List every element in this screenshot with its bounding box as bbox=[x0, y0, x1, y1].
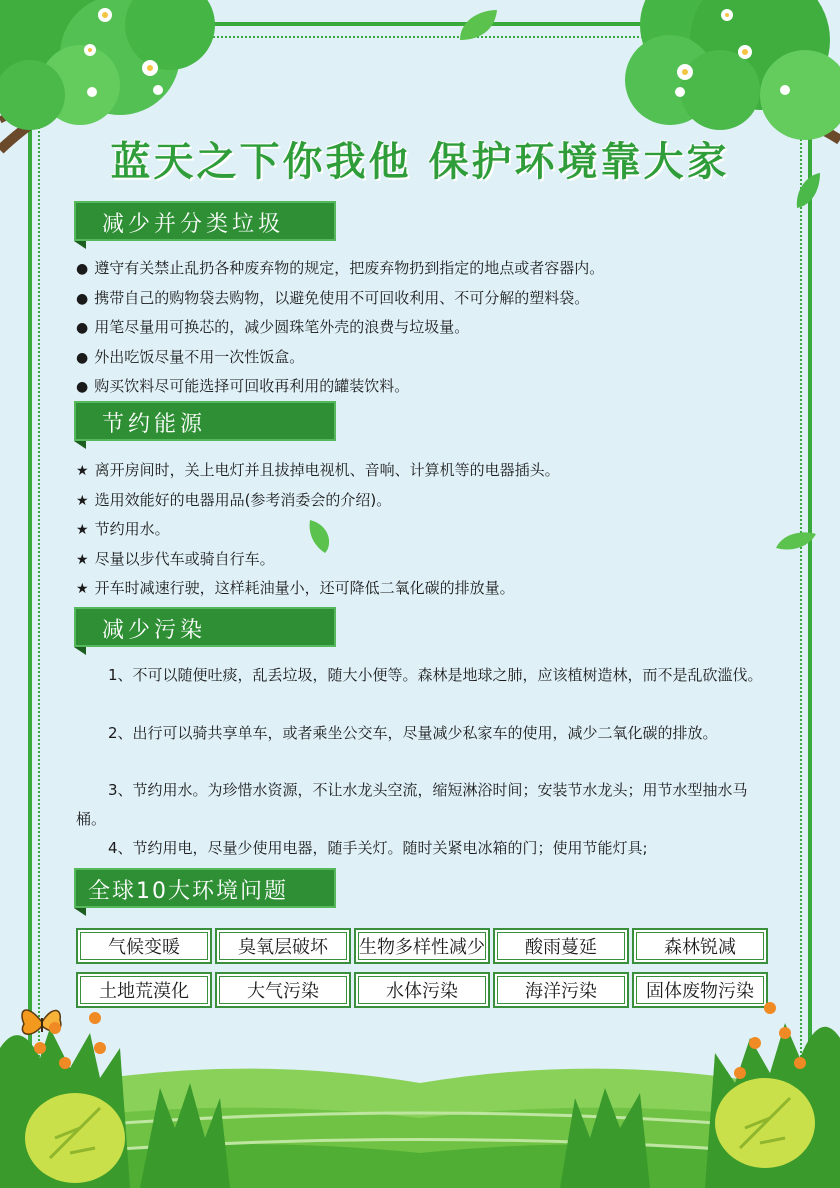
list-item: ● 遵守有关禁止乱扔各种废弃物的规定，把废弃物扔到指定的地点或者容器内。 bbox=[76, 259, 605, 277]
grass-icon bbox=[0, 988, 840, 1188]
leaf-icon bbox=[773, 528, 818, 553]
list-item: ● 外出吃饭尽量不用一次性饭盒。 bbox=[76, 347, 305, 366]
save-energy-list bbox=[76, 456, 560, 604]
pollution-paragraph: 2、出行可以骑共享单车，或者乘坐公交车，尽量减少私家车的使用，减少二氧化碳的排放。 bbox=[108, 724, 718, 742]
issue-cell: 海洋污染 bbox=[493, 972, 629, 1008]
section-heading-save-energy bbox=[74, 401, 336, 441]
section-heading-label: 节约能源 bbox=[102, 412, 207, 437]
issue-cell: 固体废物污染 bbox=[632, 972, 768, 1008]
section-heading-reduce-waste bbox=[74, 201, 336, 241]
section-heading-label: 全球10大环境问题 bbox=[88, 879, 288, 904]
issue-cell: 臭氧层破坏 bbox=[215, 928, 351, 964]
issue-cell: 大气污染 bbox=[215, 972, 351, 1008]
list-item: ★ 离开房间时，关上电灯并且拔掉电视机、音响、计算机等的电器插头。 bbox=[76, 461, 560, 479]
list-item: ★ 尽量以步代车或骑自行车。 bbox=[76, 549, 275, 568]
pollution-paragraph: 4、节约用电，尽量少使用电器，随手关灯。随时关紧电冰箱的门；使用节能灯具; bbox=[108, 839, 648, 857]
issue-cell: 森林锐减 bbox=[632, 928, 768, 964]
issue-cell: 水体污染 bbox=[354, 972, 490, 1008]
issue-cell: 生物多样性减少 bbox=[354, 928, 490, 964]
list-item: ★ 选用效能好的电器用品(参考消委会的介绍)。 bbox=[76, 490, 392, 509]
pollution-paragraph: 3、节约用水。为珍惜水资源，不让水龙头空流，缩短淋浴时间；安装节水龙头；用节水型抽水马桶。 bbox=[76, 781, 748, 828]
leaf-icon bbox=[455, 5, 500, 45]
list-item: ● 携带自己的购物袋去购物，以避免使用不可回收利用、不可分解的塑料袋。 bbox=[76, 288, 590, 307]
list-item: ★ 节约用水。 bbox=[76, 520, 170, 538]
pollution-paragraph: 1、不可以随便吐痰，乱丢垃圾，随大小便等。森林是地球之肺，应该植树造林，而不是乱砍滥伐。 bbox=[108, 666, 763, 684]
section-heading-label: 减少并分类垃圾 bbox=[102, 212, 285, 237]
section-heading-label: 减少污染 bbox=[102, 618, 207, 643]
reduce-waste-list bbox=[76, 254, 604, 402]
issue-cell: 气候变暖 bbox=[76, 928, 212, 964]
issue-cell: 土地荒漠化 bbox=[76, 972, 212, 1008]
section-heading-global-issues bbox=[74, 868, 336, 908]
issue-cell: 酸雨蔓延 bbox=[493, 928, 629, 964]
section-heading-reduce-pollution bbox=[74, 607, 336, 647]
list-item: ● 用笔尽量用可换芯的，减少圆珠笔外壳的浪费与垃圾量。 bbox=[76, 318, 470, 336]
list-item: ● 购买饮料尽可能选择可回收再利用的罐装饮料。 bbox=[76, 377, 410, 395]
page-title: 蓝天之下你我他 保护环境靠大家 bbox=[110, 138, 730, 185]
list-item: ★ 开车时减速行驶，这样耗油量小，还可降低二氧化碳的排放量。 bbox=[76, 579, 515, 597]
